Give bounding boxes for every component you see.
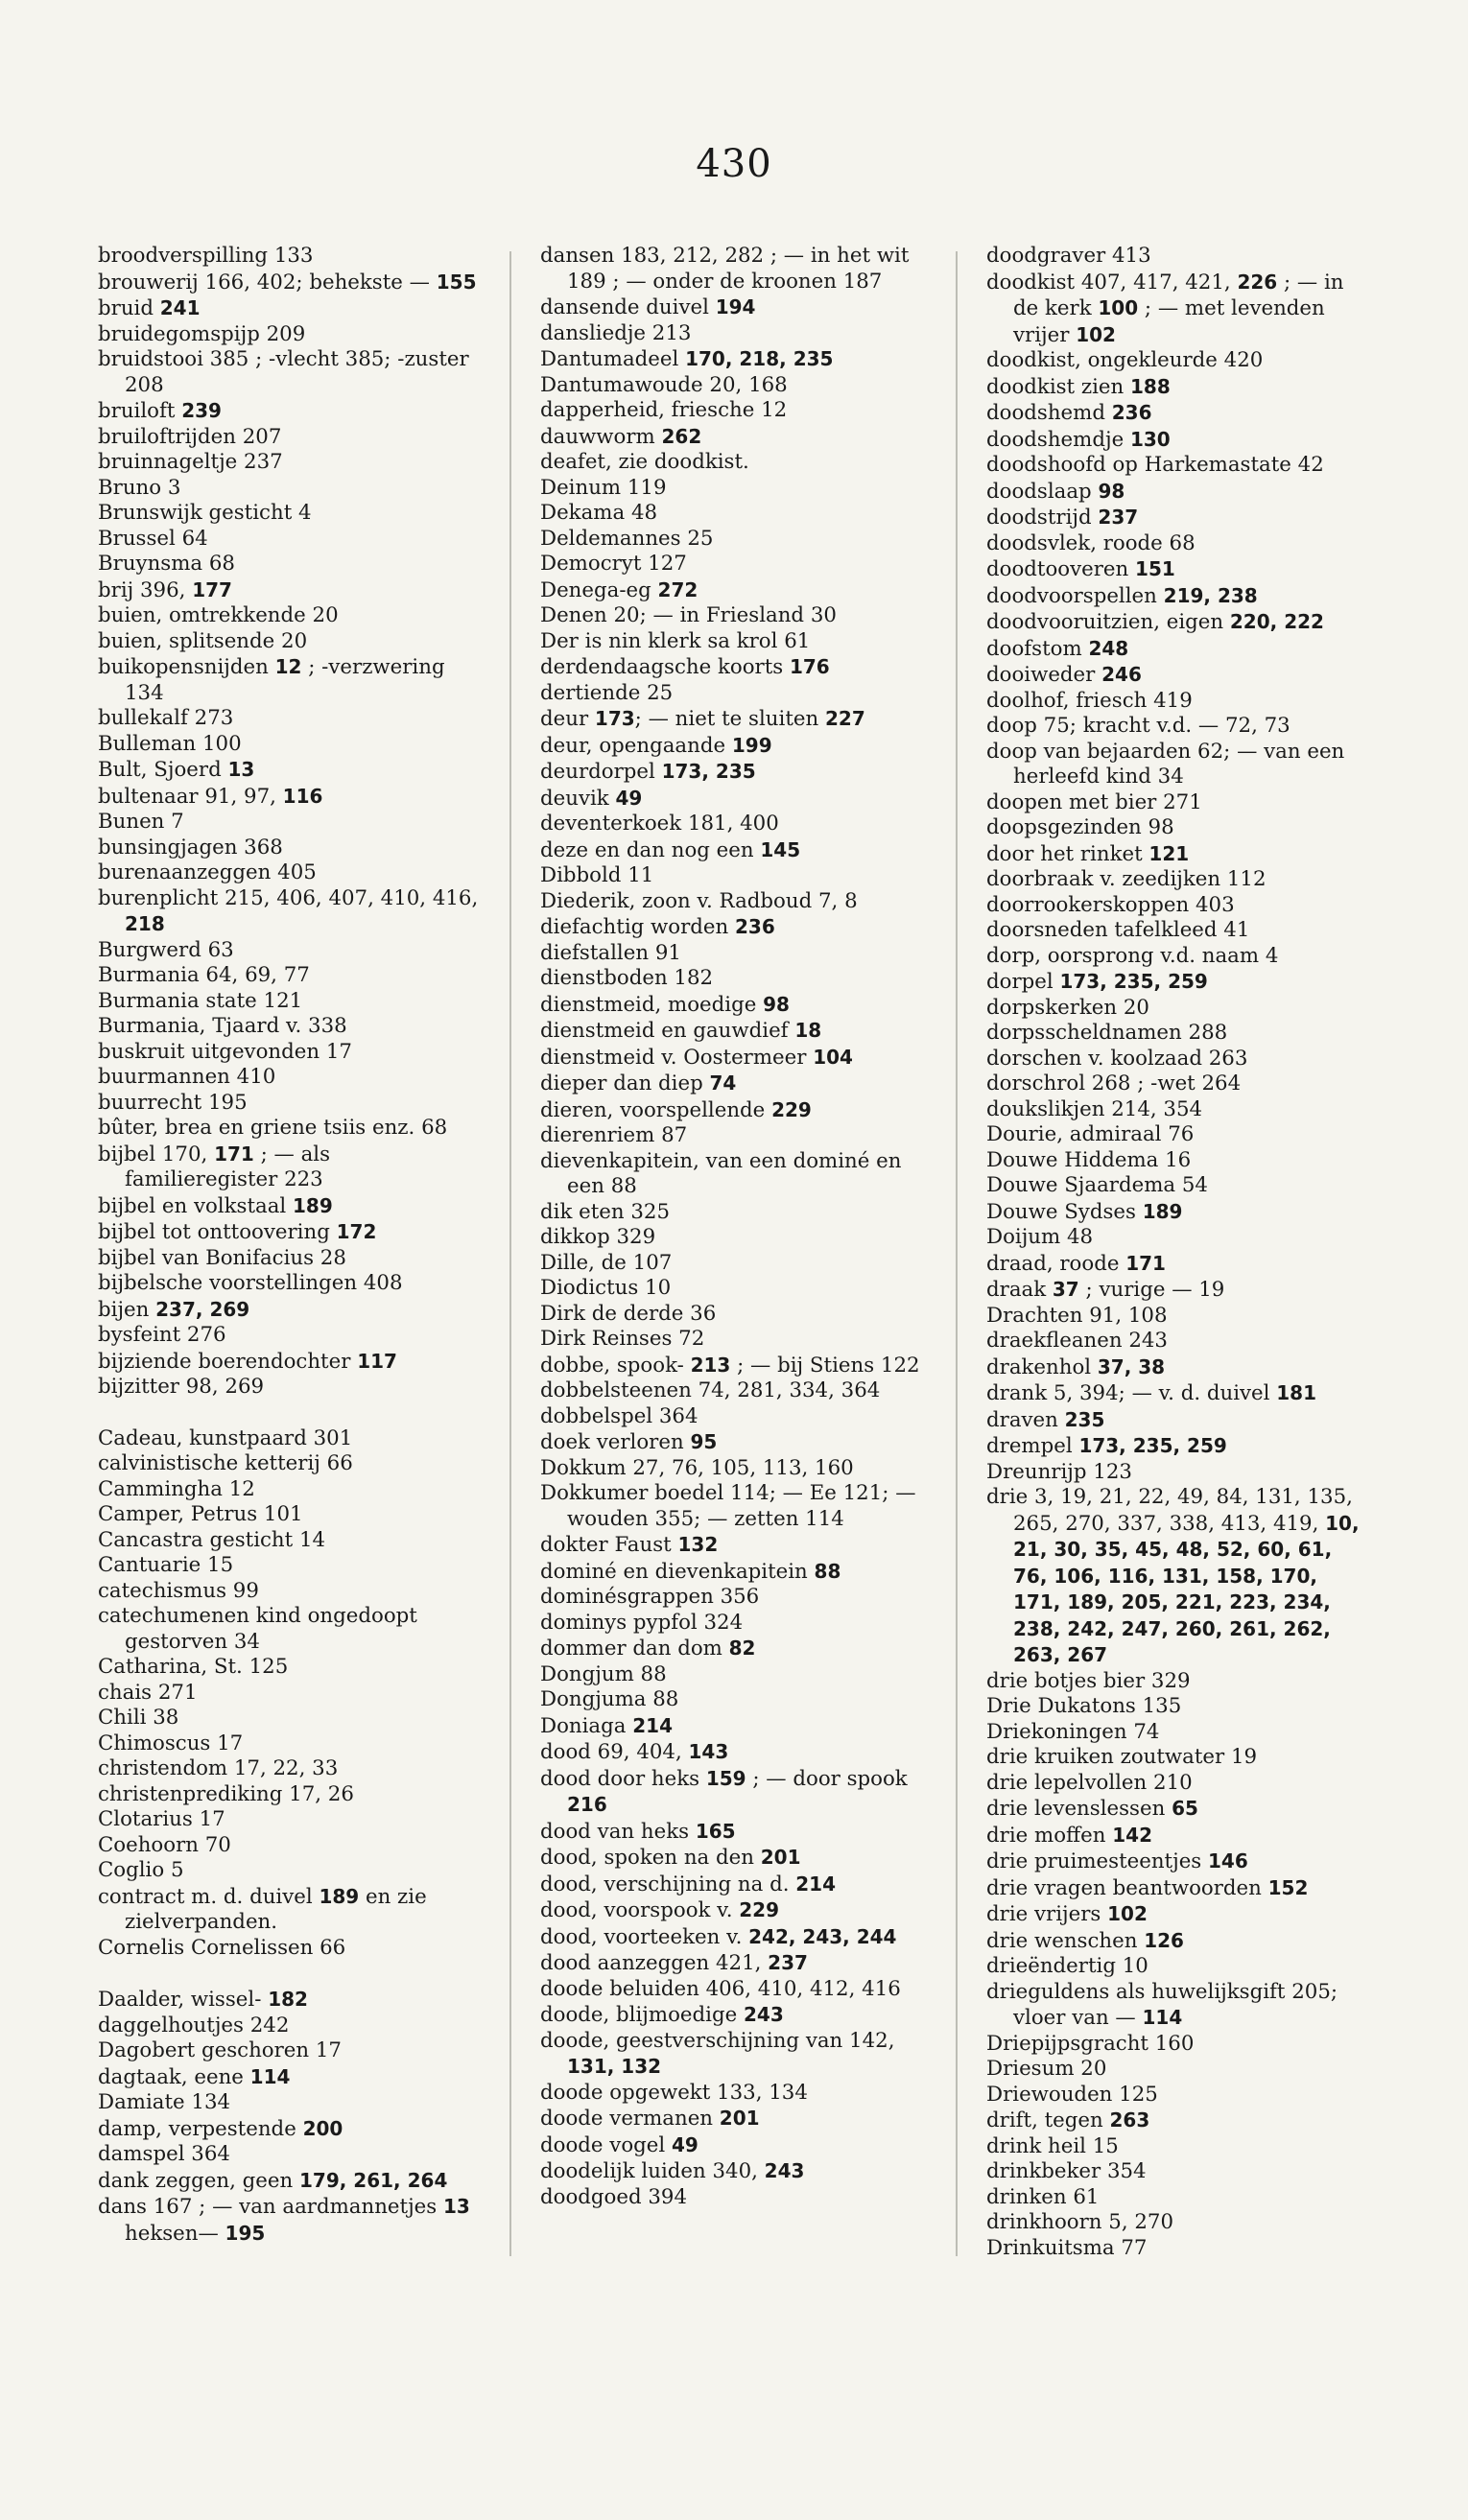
index-entry: Bult, Sjoerd 13 xyxy=(98,758,255,782)
index-entry: burenplicht 215, 406, 407, 410, 416, 218 xyxy=(98,885,479,935)
index-entry: doodtooveren 151 xyxy=(986,557,1175,581)
index-entry: Democryt 127 xyxy=(540,552,687,576)
index-entry: bijbelsche voorstellingen 408 xyxy=(98,1271,403,1295)
index-entry: Dongjum 88 xyxy=(540,1661,667,1686)
index-entry: Cadeau, kunstpaard 301 xyxy=(98,1425,353,1450)
index-entry: doolhof, friesch 419 xyxy=(986,688,1193,713)
index-entry: drempel 173, 235, 259 xyxy=(986,1434,1227,1458)
index-column-2 xyxy=(540,244,924,2210)
index-entry: doofstom 248 xyxy=(986,636,1129,661)
index-entry: bijbel en volkstaal 189 xyxy=(98,1193,333,1218)
index-entry: Brunswijk gesticht 4 xyxy=(98,501,312,525)
index-entry: dapperheid, friesche 12 xyxy=(540,398,788,422)
index-entry: dik eten 325 xyxy=(540,1199,671,1224)
index-entry: bijen 237, 269 xyxy=(98,1297,250,1322)
index-entry: Dreunrijp 123 xyxy=(986,1459,1132,1484)
index-entry: bijbel van Bonifacius 28 xyxy=(98,1245,346,1270)
index-entry: doodgraver 413 xyxy=(986,244,1151,268)
index-entry: dood, spoken na den 201 xyxy=(540,1846,801,1870)
index-entry: dood door heks 159 ; — door spook 216 xyxy=(540,1766,908,1816)
index-entry: chais 271 xyxy=(98,1680,198,1705)
index-entry: dobbelsteenen 74, 281, 334, 364 xyxy=(540,1378,881,1402)
index-entry: Denega-eg 272 xyxy=(540,577,698,602)
index-entry: doorbraak v. zeedijken 112 xyxy=(986,867,1267,891)
index-entry: doop 75; kracht v.d. — 72, 73 xyxy=(986,714,1290,738)
index-entry: Driesum 20 xyxy=(986,2057,1107,2081)
index-entry: brij 396, 177 xyxy=(98,577,232,602)
index-entry: doodvoorspellen 219, 238 xyxy=(986,583,1258,608)
index-entry: Dirk de derde 36 xyxy=(540,1301,717,1326)
index-entry: draven 235 xyxy=(986,1407,1105,1432)
index-entry: Dille, de 107 xyxy=(540,1250,673,1275)
index-entry: Douwe Hiddema 16 xyxy=(986,1147,1192,1172)
index-entry: burenaanzeggen 405 xyxy=(98,860,317,884)
index-entry: drinkbeker 354 xyxy=(986,2159,1147,2183)
index-entry: dierenriem 87 xyxy=(540,1123,688,1147)
index-entry: doodshemdje 130 xyxy=(986,427,1171,452)
index-entry: Burmania state 121 xyxy=(98,988,303,1013)
index-column-1 xyxy=(98,244,482,2247)
index-entry: drie vragen beantwoorden 152 xyxy=(986,1875,1309,1900)
index-entry: draak 37 ; vurige — 19 xyxy=(986,1278,1225,1302)
index-entry: dans 167 ; — van aardmannetjes 13 heksen— 195 xyxy=(98,2195,470,2246)
index-entry: dobbelspel 364 xyxy=(540,1403,698,1428)
column-divider xyxy=(956,251,958,2256)
index-entry: calvinistische ketterij 66 xyxy=(98,1451,353,1475)
section-gap xyxy=(98,1961,482,1987)
index-entry: doopsgezinden 98 xyxy=(986,815,1174,839)
index-entry: bûter, brea en griene tsiis enz. 68 xyxy=(98,1116,448,1140)
index-entry: drie botjes bier 329 xyxy=(986,1668,1191,1693)
index-entry: diefachtig worden 236 xyxy=(540,915,775,939)
index-entry: Dantumadeel 170, 218, 235 xyxy=(540,347,834,371)
index-entry: bruid 241 xyxy=(98,296,201,320)
index-entry: Dantumawoude 20, 168 xyxy=(540,372,788,397)
index-entry: doode, geestverschijning van 142, 131, 132 xyxy=(540,2028,895,2078)
index-entry: Bunen 7 xyxy=(98,810,184,834)
index-entry: Brussel 64 xyxy=(98,526,208,551)
index-entry: Coglio 5 xyxy=(98,1858,184,1882)
index-entry: Doniaga 214 xyxy=(540,1713,673,1738)
index-entry: doode vermanen 201 xyxy=(540,2107,760,2131)
index-entry: Chili 38 xyxy=(98,1706,179,1730)
index-entry: buikopensnijden 12 ; -verzwering 134 xyxy=(98,655,445,705)
index-entry: Diederik, zoon v. Radboud 7, 8 xyxy=(540,888,858,913)
index-entry: doodelijk luiden 340, 243 xyxy=(540,2159,805,2183)
index-entry: dorpel 173, 235, 259 xyxy=(986,970,1208,994)
index-entry: drank 5, 394; — v. d. duivel 181 xyxy=(986,1381,1316,1405)
index-entry: dikkop 329 xyxy=(540,1225,656,1249)
index-entry: Coehoorn 70 xyxy=(98,1832,231,1857)
index-entry: drieguldens als huwelijksgift 205; vloer van — 114 xyxy=(986,1979,1338,2030)
index-entry: Driepijpsgracht 160 xyxy=(986,2031,1195,2056)
index-entry: dokter Faust 132 xyxy=(540,1533,719,1557)
index-entry: Cancastra gesticht 14 xyxy=(98,1527,326,1552)
index-entry: Dibbold 11 xyxy=(540,863,654,887)
index-entry: Der is nin klerk sa krol 61 xyxy=(540,628,811,653)
index-entry: Dagobert geschoren 17 xyxy=(98,2038,342,2062)
index-entry: dorschrol 268 ; -wet 264 xyxy=(986,1072,1242,1095)
index-entry: doode beluiden 406, 410, 412, 416 xyxy=(540,1976,901,2001)
index-entry: catechumenen kind ongedoopt gestorven 34 xyxy=(98,1604,417,1654)
index-entry: Burmania, Tjaard v. 338 xyxy=(98,1014,347,1038)
index-entry: Cantuarie 15 xyxy=(98,1553,234,1577)
index-entry: draekfleanen 243 xyxy=(986,1329,1168,1353)
index-entry: dorpsscheldnamen 288 xyxy=(986,1021,1228,1045)
index-entry: doek verloren 95 xyxy=(540,1430,718,1454)
index-entry: dommer dan dom 82 xyxy=(540,1637,756,1660)
index-entry: Drie Dukatons 135 xyxy=(986,1694,1182,1718)
index-entry: bruidstooi 385 ; -vlecht 385; -zuster 208 xyxy=(98,347,469,397)
index-entry: bijbel tot onttoovering 172 xyxy=(98,1220,377,1244)
index-entry: drie 3, 19, 21, 22, 49, 84, 131, 135, 265, 270, 337, 338, 413, 419, 10, 21, 30, 35, 45, 48, 52, 60, 61, 76, 106, 116, 131, 158, 170, 171, 189, 205, 221, 223, 234, 238, 242, 247, 260, 261, 262, 263, 267 xyxy=(986,1485,1360,1666)
index-entry: Dokkumer boedel 114; — Ee 121; — wouden 355; — zetten 114 xyxy=(540,1481,916,1531)
index-entry: doorrookerskoppen 403 xyxy=(986,892,1235,917)
index-entry: drinkhoorn 5, 270 xyxy=(986,2210,1174,2234)
index-entry: Driekoningen 74 xyxy=(986,1719,1160,1744)
index-entry: deuvik 49 xyxy=(540,786,643,811)
index-entry: damspel 364 xyxy=(98,2142,230,2166)
index-entry: deventerkoek 181, 400 xyxy=(540,812,779,836)
index-entry: Deinum 119 xyxy=(540,475,667,500)
index-entry: catechismus 99 xyxy=(98,1578,259,1603)
index-entry: dansen 183, 212, 282 ; — in het wit 189 ; — onder de kroonen 187 xyxy=(540,244,910,294)
index-entry: deze en dan nog een 145 xyxy=(540,837,801,862)
index-entry: doodstrijd 237 xyxy=(986,506,1139,530)
index-entry: doode opgewekt 133, 134 xyxy=(540,2080,808,2105)
index-entry: dood 69, 404, 143 xyxy=(540,1740,729,1764)
index-entry: doukslikjen 214, 354 xyxy=(986,1096,1203,1121)
index-entry: doodshoofd op Harkemastate 42 xyxy=(986,453,1324,477)
index-entry: deur 173; — niet te sluiten 227 xyxy=(540,707,865,731)
index-entry: Dekama 48 xyxy=(540,501,658,525)
index-entry: Chimoscus 17 xyxy=(98,1731,244,1755)
index-entry: dooiweder 246 xyxy=(986,663,1142,687)
index-entry: Bruynsma 68 xyxy=(98,552,235,576)
index-entry: bruiloft 239 xyxy=(98,399,222,423)
index-entry: Clotarius 17 xyxy=(98,1807,225,1831)
index-entry: dominésgrappen 356 xyxy=(540,1585,760,1609)
index-entry: doodgoed 394 xyxy=(540,2184,688,2209)
index-entry: daggelhoutjes 242 xyxy=(98,2013,290,2037)
index-entry: bruiloftrijden 207 xyxy=(98,424,282,449)
index-entry: dagtaak, eene 114 xyxy=(98,2064,291,2089)
index-entry: drie kruiken zoutwater 19 xyxy=(986,1745,1258,1769)
index-entry: bijzitter 98, 269 xyxy=(98,1375,265,1399)
index-entry: Cammingha 12 xyxy=(98,1476,255,1501)
index-entry: bysfeint 276 xyxy=(98,1323,226,1347)
index-entry: dorp, oorsprong v.d. naam 4 xyxy=(986,943,1279,968)
index-entry: dievenkapitein, van een dominé en een 88 xyxy=(540,1148,902,1198)
index-entry: doodkist, ongekleurde 420 xyxy=(986,348,1264,372)
index-entry: Dokkum 27, 76, 105, 113, 160 xyxy=(540,1455,854,1480)
column-divider xyxy=(509,251,511,2256)
index-entry: dansliedje 213 xyxy=(540,320,692,345)
page-number: 430 xyxy=(696,142,772,186)
index-entry: Drachten 91, 108 xyxy=(986,1303,1168,1328)
index-entry: door het rinket 121 xyxy=(986,841,1190,866)
index-entry: Diodictus 10 xyxy=(540,1276,672,1300)
index-entry: drieëndertig 10 xyxy=(986,1954,1148,1978)
index-entry: contract m. d. duivel 189 en zie zielverpanden. xyxy=(98,1884,427,1934)
index-entry: Denen 20; — in Friesland 30 xyxy=(540,603,837,627)
index-entry: buurmannen 410 xyxy=(98,1065,276,1089)
index-entry: Doijum 48 xyxy=(986,1225,1094,1249)
index-entry: deafet, zie doodkist. xyxy=(540,450,749,474)
index-entry: Dourie, admiraal 76 xyxy=(986,1122,1195,1146)
index-entry: dood aanzeggen 421, 237 xyxy=(540,1951,808,1975)
index-entry: dobbe, spook- 213 ; — bij Stiens 122 xyxy=(540,1353,920,1378)
index-entry: dienstmeid en gauwdief 18 xyxy=(540,1019,822,1043)
index-entry: dieper dan diep 74 xyxy=(540,1072,737,1095)
index-entry: Burmania 64, 69, 77 xyxy=(98,963,310,987)
index-entry: dominys pypfol 324 xyxy=(540,1610,744,1635)
index-entry: christenprediking 17, 26 xyxy=(98,1781,354,1806)
index-entry: buskruit uitgevonden 17 xyxy=(98,1039,352,1064)
index-entry: Dongjuma 88 xyxy=(540,1687,679,1711)
index-entry: buien, splitsende 20 xyxy=(98,628,308,653)
index-entry: drie levenslessen 65 xyxy=(986,1797,1198,1821)
index-entry: Burgwerd 63 xyxy=(98,937,234,962)
index-entry: derdendaagsche koorts 176 xyxy=(540,655,830,679)
index-entry: drie vrijers 102 xyxy=(986,1902,1148,1926)
index-entry: dienstboden 182 xyxy=(540,966,714,990)
index-entry: dienstmeid v. Oostermeer 104 xyxy=(540,1045,853,1070)
index-entry: drift, tegen 263 xyxy=(986,2108,1150,2132)
index-entry: deur, opengaande 199 xyxy=(540,733,772,758)
index-entry: dertiende 25 xyxy=(540,680,674,705)
index-entry: broodverspilling 133 xyxy=(98,244,314,268)
index-entry: Damiate 134 xyxy=(98,2090,231,2114)
index-entry: Dirk Reinses 72 xyxy=(540,1327,705,1351)
index-entry: doodkist 407, 417, 421, 226 ; — in de kerk 100 ; — met levenden vrijer 102 xyxy=(986,270,1344,347)
index-entry: doop van bejaarden 62; — van een herleefd kind 34 xyxy=(986,739,1345,789)
index-entry: drink heil 15 xyxy=(986,2133,1119,2158)
index-entry: dood van heks 165 xyxy=(540,1819,736,1844)
index-entry: damp, verpestende 200 xyxy=(98,2116,343,2141)
index-entry: drie pruimesteentjes 146 xyxy=(986,1849,1248,1873)
index-entry: Drinkuitsma 77 xyxy=(986,2235,1148,2260)
index-entry: doodshemd 236 xyxy=(986,401,1152,425)
index-column-3 xyxy=(986,244,1370,2261)
index-entry: draad, roode 171 xyxy=(986,1251,1166,1276)
index-entry: drinken 61 xyxy=(986,2184,1100,2209)
index-entry: dauwworm 262 xyxy=(540,424,702,449)
index-entry: dank zeggen, geen 179, 261, 264 xyxy=(98,2168,448,2193)
index-entry: drie wenschen 126 xyxy=(986,1928,1184,1953)
index-entry: dood, voorteeken v. 242, 243, 244 xyxy=(540,1924,897,1949)
index-entry: doodkist zien 188 xyxy=(986,374,1171,399)
index-entry: bultenaar 91, 97, 116 xyxy=(98,784,323,809)
index-entry: Camper, Petrus 101 xyxy=(98,1502,303,1526)
index-entry: bruidegomspijp 209 xyxy=(98,321,306,346)
index-entry: dominé en dievenkapitein 88 xyxy=(540,1559,841,1584)
index-entry: Bruno 3 xyxy=(98,475,181,500)
index-entry: dienstmeid, moedige 98 xyxy=(540,992,790,1017)
index-entry: dorpskerken 20 xyxy=(986,995,1149,1020)
index-entry: bullekalf 273 xyxy=(98,706,234,730)
index-entry: doode, blijmoedige 243 xyxy=(540,2003,784,2027)
index-entry: doodsvlek, roode 68 xyxy=(986,530,1196,555)
index-entry: dood, verschijning na d. 214 xyxy=(540,1872,837,1896)
index-entry: deurdorpel 173, 235 xyxy=(540,760,756,784)
index-entry: bunsingjagen 368 xyxy=(98,835,283,860)
index-entry: buurrecht 195 xyxy=(98,1090,248,1115)
index-entry: Douwe Sjaardema 54 xyxy=(986,1173,1208,1197)
index-entry: Catharina, St. 125 xyxy=(98,1655,289,1679)
index-entry: Bulleman 100 xyxy=(98,731,242,756)
index-entry: buien, omtrekkende 20 xyxy=(98,603,339,627)
index-entry: drie moffen 142 xyxy=(986,1823,1152,1848)
index-entry: doorsneden tafelkleed 41 xyxy=(986,918,1250,942)
index-entry: Cornelis Cornelissen 66 xyxy=(98,1935,346,1960)
index-entry: brouwerij 166, 402; behekste — 155 xyxy=(98,270,477,294)
index-entry: dood, voorspook v. 229 xyxy=(540,1898,779,1922)
index-entry: drakenhol 37, 38 xyxy=(986,1354,1166,1379)
index-entry: Deldemannes 25 xyxy=(540,526,714,551)
index-entry: drie lepelvollen 210 xyxy=(986,1770,1193,1795)
index-entry: dieren, voorspellende 229 xyxy=(540,1097,812,1122)
index-entry: christendom 17, 22, 33 xyxy=(98,1756,339,1780)
section-gap xyxy=(98,1401,482,1426)
index-entry: bruinnageltje 237 xyxy=(98,450,283,474)
index-entry: Douwe Sydses 189 xyxy=(986,1199,1183,1224)
index-entry: diefstallen 91 xyxy=(540,940,681,965)
index-entry: bijziende boerendochter 117 xyxy=(98,1349,397,1374)
index-entry: Driewouden 125 xyxy=(986,2082,1158,2107)
index-entry: doode vogel 49 xyxy=(540,2132,698,2157)
index-entry: Daalder, wissel- 182 xyxy=(98,1988,308,2012)
index-entry: bijbel 170, 171 ; — als familieregister 223 xyxy=(98,1142,331,1191)
index-entry: dorschen v. koolzaad 263 xyxy=(986,1046,1248,1071)
index-entry: doodvooruitzien, eigen 220, 222 xyxy=(986,610,1324,634)
index-entry: dansende duivel 194 xyxy=(540,295,756,319)
index-entry: doodslaap 98 xyxy=(986,479,1125,504)
index-entry: doopen met bier 271 xyxy=(986,789,1202,814)
